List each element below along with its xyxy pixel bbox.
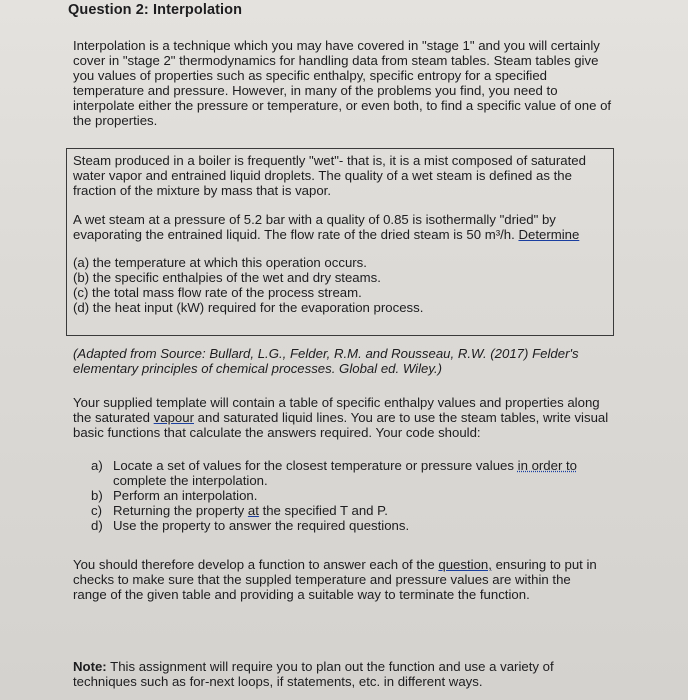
- box-paragraph-2: [73, 212, 607, 242]
- problem-parts: [73, 255, 607, 315]
- steps-list: [91, 458, 611, 533]
- template-paragraph: [73, 395, 613, 440]
- step-a-label: a): [91, 458, 103, 473]
- step-a-text: Locate a set of values for the closest temperature or pressure values: [113, 458, 514, 473]
- step-c: [91, 503, 611, 518]
- step-a: [91, 458, 611, 488]
- question-word: question,: [438, 557, 492, 572]
- step-c-label: c): [91, 503, 102, 518]
- step-a-dotted: in order to: [517, 458, 578, 473]
- step-d-text: Use the property to answer the required questions.: [113, 518, 410, 533]
- step-d-label: d): [91, 518, 103, 533]
- step-a-rest: complete the interpolation.: [113, 473, 268, 488]
- part-d: (d) the heat input (kW) required for the evaporation process.: [73, 300, 424, 315]
- part-a: (a) the temperature at which this operation occurs.: [73, 255, 367, 270]
- source-citation: (Adapted from Source: Bullard, L.G., Felder, R.M. and Rousseau, R.W. (2017) Felder's elementary principles of chemical processes. Global ed. Wiley.): [73, 346, 579, 376]
- note-paragraph: [73, 659, 608, 689]
- step-c-at: at: [247, 503, 259, 518]
- note-label: Note:: [73, 659, 107, 674]
- vapour-word: vapour: [153, 410, 194, 425]
- box-paragraph-1: Steam produced in a boiler is frequently "wet"- that is, it is a mist composed of saturated water vapor and entrained liquid droplets. The quality of a wet steam is defined as the fraction of the mixture by mass that is vapor.: [73, 153, 586, 198]
- step-d: [91, 518, 611, 533]
- part-b: (b) the specific enthalpies of the wet and dry steams.: [73, 270, 381, 285]
- step-c-post: the specified T and P.: [262, 503, 388, 518]
- develop-paragraph: [73, 557, 608, 602]
- note-text: This assignment will require you to plan out the function and use a variety of techniques such as for-next loops, if statements, etc. in different ways.: [73, 659, 554, 689]
- step-c-pre: Returning the property: [113, 503, 245, 518]
- step-b-text: Perform an interpolation.: [113, 488, 258, 503]
- template-text-b: and saturated liquid lines. You are to use the steam tables, write visual basic functions that calculate the answers required. Your code should:: [73, 410, 609, 440]
- determine-word: Determine: [518, 227, 580, 242]
- part-c: (c) the total mass flow rate of the process stream.: [73, 285, 362, 300]
- problem-box: [66, 148, 614, 336]
- box-paragraph-2-text: A wet steam at a pressure of 5.2 bar with a quality of 0.85 is isothermally "dried" by evaporating the entrained liquid. The flow rate of the dried steam is 50 m³/h.: [73, 212, 556, 242]
- step-b-label: b): [91, 488, 103, 503]
- page-title: Question 2: Interpolation: [68, 2, 243, 18]
- template-text-a: Your supplied template will contain a table of specific enthalpy values and properties along the saturated: [73, 395, 600, 425]
- develop-text-b: ensuring to put in checks to make sure that the suppled temperature and pressure values are within the range of the given table and providing a suitable way to terminate the function.: [73, 557, 597, 602]
- intro-paragraph: Interpolation is a technique which you may have covered in "stage 1" and you will certainly cover in "stage 2" thermodynamics for handling data from steam tables. Steam tables give you values of properties such as specific enthalpy, specific entropy for a specified temperature and pressure. However, in many of the problems you find, you need to interpolate either the pressure or temperature, or even both, to find a specific value of one of the properties.: [73, 38, 612, 128]
- step-b: [91, 488, 611, 503]
- develop-text-a: You should therefore develop a function to answer each of the: [73, 557, 435, 572]
